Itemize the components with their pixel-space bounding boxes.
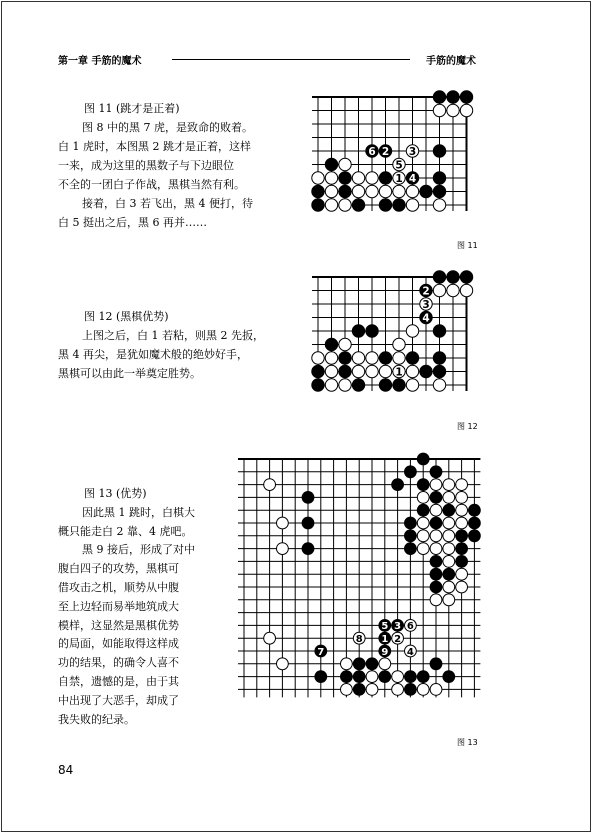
black-stone [417,479,429,491]
white-stone [339,199,351,211]
black-stone [405,530,417,542]
black-stone [312,199,324,211]
white-stone [277,543,289,555]
white-stone [430,594,442,606]
white-stone [392,684,404,696]
text-line: 不全的一团白子作战，黑棋当然有利。 [58,178,245,191]
black-stone [443,504,455,516]
white-stone [443,543,455,555]
white-stone [352,365,364,377]
white-stone [456,504,468,516]
black-stone [312,365,324,377]
white-stone [325,365,337,377]
move-number: 1 [395,366,403,379]
white-stone [430,530,442,542]
black-stone [353,671,365,683]
white-stone [443,492,455,504]
white-stone [339,379,351,391]
text-line: 白 5 挺出之后，黑 6 再并…… [58,216,207,229]
black-stone [430,658,442,670]
white-stone [379,185,391,197]
white-stone [430,479,442,491]
black-stone [430,568,442,580]
figure-12-caption: 图 12 [457,422,478,431]
text-line: 借攻击之机，顺势从中腹 [58,580,179,594]
black-stone [433,91,445,103]
black-stone [325,338,337,350]
black-stone [417,504,429,516]
white-stone [325,185,337,197]
black-stone [456,530,468,542]
move-number: 1 [381,634,389,646]
black-stone [447,271,459,283]
white-stone [456,492,468,504]
white-stone [417,517,429,529]
white-stone [392,671,404,683]
white-stone [443,530,455,542]
white-stone [339,338,351,350]
text-line: 上图之后，白 1 若粘，则黑 2 先扳， [82,329,264,342]
white-stone [277,517,289,529]
black-stone [469,517,481,529]
white-stone [406,325,418,337]
black-stone [325,158,337,170]
running-header-right: 手筋的魔术 [426,56,476,67]
move-number: 4 [422,312,430,325]
white-stone [352,352,364,364]
white-stone [456,479,468,491]
figure-13-text [58,485,195,729]
white-stone [341,658,353,670]
black-stone [447,91,459,103]
black-stone [339,172,351,184]
black-stone [469,504,481,516]
text-line: 因此黑 1 跳时，白棋大 [82,505,195,519]
white-stone [339,158,351,170]
black-stone [433,145,445,157]
go-board-figure-12 [314,270,484,410]
black-stone [315,671,327,683]
black-stone [469,530,481,542]
black-stone [433,271,445,283]
black-stone [379,199,391,211]
header-rule [172,59,410,60]
black-stone [352,199,364,211]
text-line: 的局面，如能取得这样成 [58,637,179,651]
black-stone [405,466,417,478]
move-number: 6 [406,621,414,633]
figure-12-text [58,307,264,383]
move-number: 6 [368,146,376,159]
black-stone [460,271,472,283]
black-stone [379,172,391,184]
text-line: 白 1 虎时，本图黑 2 跳才是正着，这样 [58,140,251,153]
black-stone [433,325,445,337]
figure-11-caption: 图 11 [457,241,478,250]
black-stone [443,671,455,683]
text-line: 概只能走白 2 靠、4 虎吧。 [58,524,193,538]
white-stone [325,172,337,184]
white-stone [341,684,353,696]
black-stone [302,492,314,504]
white-stone [447,104,459,116]
text-line: 至上边轻而易举地筑成大 [58,599,179,613]
white-stone [406,185,418,197]
white-stone [433,284,445,296]
move-number: 8 [355,634,363,646]
move-number: 5 [395,159,403,172]
black-stone [405,684,417,696]
move-number: 3 [422,299,430,312]
black-stone [353,658,365,670]
white-stone [379,365,391,377]
black-stone [433,352,445,364]
black-stone [339,185,351,197]
white-stone [417,684,429,696]
white-stone [366,185,378,197]
figure-12-title: 图 12 (黑棋优势) [84,310,169,323]
white-stone [352,172,364,184]
move-number: 2 [422,285,430,298]
white-stone [443,594,455,606]
black-stone [433,172,445,184]
black-stone [302,543,314,555]
move-number: 2 [381,146,390,159]
white-stone [433,199,445,211]
figure-11-title: 图 11 (跳才是正着) [84,102,180,115]
white-stone [393,185,405,197]
go-board-figure-13 [232,457,494,727]
move-number: 3 [394,621,402,633]
white-stone [366,352,378,364]
move-number: 5 [381,621,389,633]
black-stone [456,556,468,568]
figure-13-title: 图 13 (优势) [84,487,147,500]
white-stone [366,684,378,696]
white-stone [325,199,337,211]
white-stone [430,684,442,696]
white-stone [417,543,429,555]
black-stone [456,543,468,555]
white-stone [430,543,442,555]
black-stone [430,466,442,478]
white-stone [456,517,468,529]
black-stone [339,352,351,364]
text-line: 我失败的纪录。 [58,712,135,726]
text-line: 模样，这显然是黑棋优势 [58,618,179,632]
black-stone [420,365,432,377]
black-stone [460,91,472,103]
white-stone [456,581,468,593]
white-stone [460,284,472,296]
running-header-left: 第一章 手筋的魔术 [58,56,142,67]
move-number: 4 [408,173,417,186]
black-stone [406,352,418,364]
white-stone [312,172,324,184]
black-stone [430,517,442,529]
black-stone [417,453,429,465]
white-stone [417,492,429,504]
white-stone [352,185,364,197]
black-stone [443,568,455,580]
black-stone [405,543,417,555]
black-stone [417,671,429,683]
white-stone [417,530,429,542]
text-line: 黑 4 再尖，是犹如魔术般的绝妙好手， [58,348,248,361]
text-line: 图 8 中的黑 7 虎，是致命的败着。 [82,121,253,134]
white-stone [264,632,276,644]
text-line: 功的结果，的确令人喜不 [58,656,179,670]
white-stone [406,365,418,377]
black-stone [393,379,405,391]
white-stone [312,352,324,364]
move-number: 3 [408,146,417,159]
text-line: 一来，成为这里的黑数子与下边眼位 [58,159,234,172]
black-stone [420,185,432,197]
black-stone [352,325,364,337]
black-stone [353,684,365,696]
black-stone [430,581,442,593]
black-stone [433,365,445,377]
text-line: 中出现了大恶手，却成了 [58,693,179,707]
text-line: 腹白四子的攻势，黑棋可 [58,562,179,576]
figure-11-text [58,99,253,232]
white-stone [325,379,337,391]
white-stone [277,658,289,670]
black-stone [366,658,378,670]
black-stone [379,379,391,391]
text-line: 黑棋可以由此一举奠定胜势。 [58,367,201,380]
white-stone [430,504,442,516]
white-stone [443,479,455,491]
text-line: 自禁，遗憾的是，由于其 [58,674,179,688]
figure-13-caption: 图 13 [457,738,478,747]
white-stone [393,338,405,350]
black-stone [430,556,442,568]
move-number: 9 [381,646,389,658]
page-number: 84 [58,763,74,777]
white-stone [443,581,455,593]
black-stone [379,671,391,683]
white-stone [366,365,378,377]
white-stone [393,352,405,364]
black-stone [339,365,351,377]
move-number: 2 [394,634,402,646]
move-number: 4 [406,646,414,658]
white-stone [366,671,378,683]
white-stone [379,658,391,670]
text-line: 黑 9 接后，形成了对中 [82,543,195,557]
move-number: 1 [395,173,403,186]
white-stone [443,556,455,568]
black-stone [405,671,417,683]
move-number: 7 [317,646,325,658]
black-stone [392,479,404,491]
go-board-figure-11 [314,90,484,230]
black-stone [393,199,405,211]
white-stone [456,568,468,580]
black-stone [341,671,353,683]
black-stone [312,185,324,197]
white-stone [447,284,459,296]
black-stone [379,352,391,364]
white-stone [406,199,418,211]
white-stone [406,379,418,391]
white-stone [460,104,472,116]
black-stone [302,517,314,529]
black-stone [366,325,378,337]
black-stone [352,379,364,391]
white-stone [433,379,445,391]
white-stone [264,479,276,491]
white-stone [366,172,378,184]
black-stone [312,379,324,391]
text-line: 接着，白 3 若飞出，黑 4 便打，待 [82,197,253,210]
white-stone [325,352,337,364]
black-stone [430,492,442,504]
black-stone [433,185,445,197]
white-stone [443,517,455,529]
white-stone [433,104,445,116]
black-stone [405,517,417,529]
